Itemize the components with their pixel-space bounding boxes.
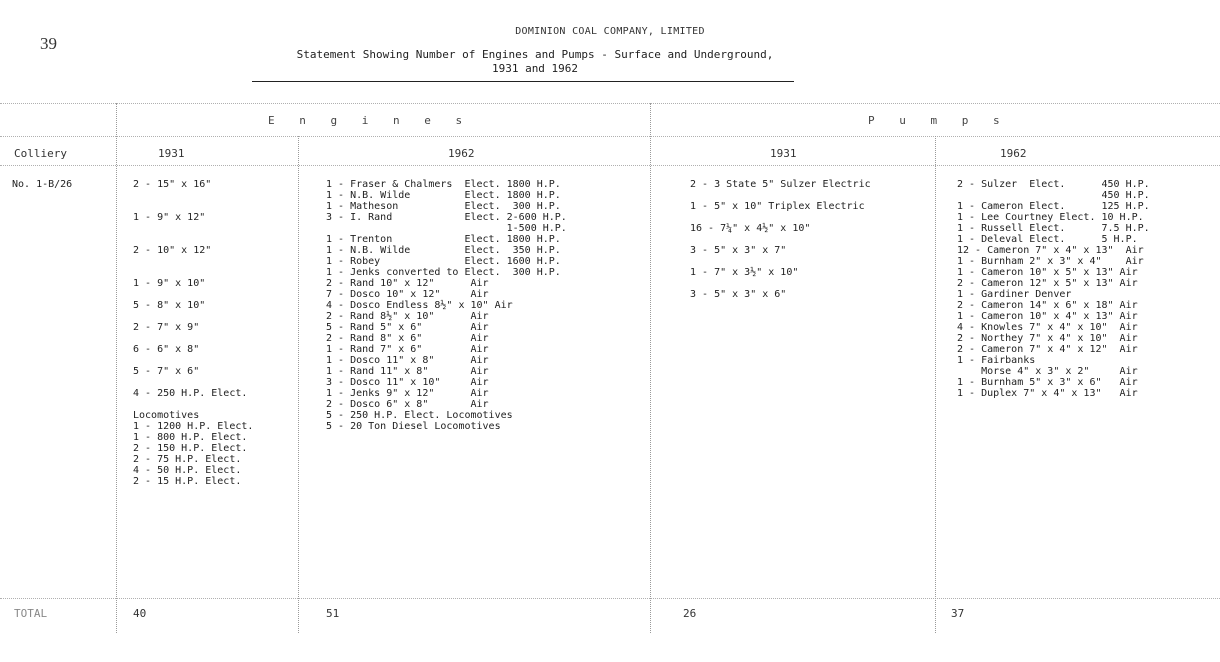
list-item: 1 - Burnham 5" x 3" x 6" Air (957, 377, 1138, 388)
engines-1931-list (133, 179, 253, 487)
list-item: 1 - Fraser & Chalmers Elect. 1800 H.P. (326, 179, 561, 190)
list-item: 4 - 50 H.P. Elect. (133, 465, 242, 476)
engines-1962-header: 1962 (448, 147, 475, 160)
list-item: 12 - Cameron 7" x 4" x 13" Air (957, 245, 1144, 256)
list-item: 1-500 H.P. (326, 223, 567, 234)
pumps-group-header: P u m p s (868, 114, 1009, 127)
list-item: 1 - 5" x 10" Triplex Electric (690, 201, 865, 212)
list-item (690, 234, 871, 245)
list-item: 2 - Dosco 6" x 8" Air (326, 399, 489, 410)
list-item: 1 - Jenks 9" x 12" Air (326, 388, 489, 399)
list-item: 3 - 5" x 3" x 6" (690, 289, 787, 300)
list-item: 1 - 1200 H.P. Elect. (133, 421, 254, 432)
list-item: 1 - Lee Courtney Elect. 10 H.P. (957, 212, 1144, 223)
list-item (133, 223, 253, 234)
totals-label: TOTAL (14, 607, 48, 620)
colliery-header: Colliery (14, 147, 67, 160)
pumps-1962-list (957, 179, 1150, 399)
list-item: 1 - Jenks converted to Elect. 300 H.P. (326, 267, 561, 278)
list-item: Locomotives (133, 410, 200, 421)
list-item: 1 - N.B. Wilde Elect. 350 H.P. (326, 245, 561, 256)
col-divider-eng-years (298, 136, 299, 633)
list-item: 1 - Deleval Elect. 5 H.P. (957, 234, 1138, 245)
list-item: 1 - Cameron 10" x 5" x 13" Air (957, 267, 1138, 278)
company-name: DOMINION COAL COMPANY, LIMITED (515, 26, 705, 37)
list-item (690, 212, 871, 223)
list-item: 5 - 8" x 10" (133, 300, 206, 311)
list-item: 2 - 7" x 9" (133, 322, 200, 333)
list-item: 1 - 800 H.P. Elect. (133, 432, 248, 443)
list-item: 1 - Duplex 7" x 4" x 13" Air (957, 388, 1138, 399)
list-item: 2 - 15" x 16" (133, 179, 212, 190)
table-top-rule (0, 103, 1220, 104)
list-item (133, 333, 253, 344)
list-item: 2 - Cameron 7" x 4" x 12" Air (957, 344, 1138, 355)
list-item: 2 - 15 H.P. Elect. (133, 476, 242, 487)
list-item: 5 - Rand 5" x 6" Air (326, 322, 489, 333)
group-header-rule (0, 136, 1220, 137)
list-item: 1 - 7" x 3½" x 10" (690, 267, 799, 278)
list-item: 1 - Rand 11" x 8" Air (326, 366, 489, 377)
document-years: 1931 and 1962 (491, 62, 579, 75)
list-item: 16 - 7¼" x 4½" x 10" (690, 223, 811, 234)
list-item (690, 190, 871, 201)
list-item: 2 - 75 H.P. Elect. (133, 454, 242, 465)
list-item (690, 278, 871, 289)
list-item (133, 201, 253, 212)
list-item: 450 H.P. (957, 190, 1150, 201)
list-item: 2 - 3 State 5" Sulzer Electric (690, 179, 871, 190)
list-item (133, 289, 253, 300)
list-item: 2 - Northey 7" x 4" x 10" Air (957, 333, 1138, 344)
list-item: 2 - Rand 10" x 12" Air (326, 278, 489, 289)
list-item: 1 - Cameron 10" x 4" x 13" Air (957, 311, 1138, 322)
list-item: 6 - 6" x 8" (133, 344, 200, 355)
pumps-1931-list (690, 179, 871, 300)
list-item (133, 267, 253, 278)
title-underline (252, 81, 794, 82)
list-item: 2 - Rand 8" x 6" Air (326, 333, 489, 344)
list-item: 7 - Dosco 10" x 12" Air (326, 289, 489, 300)
engines-group-header: E n g i n e s (268, 114, 472, 127)
list-item: 2 - Rand 8½" x 10" Air (326, 311, 489, 322)
list-item: 4 - 250 H.P. Elect. (133, 388, 248, 399)
list-item: 4 - Dosco Endless 8½" x 10" Air (326, 300, 513, 311)
list-item (133, 234, 253, 245)
list-item: 3 - I. Rand Elect. 2-600 H.P. (326, 212, 567, 223)
colliery-name: No. 1-B/26 (12, 179, 73, 190)
pumps-1931-header: 1931 (770, 147, 797, 160)
list-item: 5 - 20 Ton Diesel Locomotives (326, 421, 501, 432)
list-item (133, 399, 253, 410)
total-pumps-1931: 26 (683, 607, 697, 620)
page-number: 39 (40, 34, 57, 53)
column-header-rule (0, 165, 1220, 166)
total-engines-1962: 51 (326, 607, 340, 620)
list-item: 2 - Cameron 14" x 6" x 18" Air (957, 300, 1138, 311)
list-item: 5 - 7" x 6" (133, 366, 200, 377)
list-item: 4 - Knowles 7" x 4" x 10" Air (957, 322, 1138, 333)
list-item: 1 - Dosco 11" x 8" Air (326, 355, 489, 366)
list-item: Morse 4" x 3" x 2" Air (957, 366, 1138, 377)
list-item: 2 - Sulzer Elect. 450 H.P. (957, 179, 1150, 190)
list-item (133, 190, 253, 201)
list-item: 3 - 5" x 3" x 7" (690, 245, 787, 256)
totals-rule (0, 598, 1220, 599)
list-item (133, 355, 253, 366)
list-item: 1 - Rand 7" x 6" Air (326, 344, 489, 355)
engines-1931-header: 1931 (158, 147, 185, 160)
list-item: 1 - Trenton Elect. 1800 H.P. (326, 234, 561, 245)
document-title: Statement Showing Number of Engines and Pumps - Surface and Underground, (296, 48, 774, 61)
list-item: 1 - Robey Elect. 1600 H.P. (326, 256, 561, 267)
list-item (133, 311, 253, 322)
list-item: 1 - Russell Elect. 7.5 H.P. (957, 223, 1150, 234)
total-pumps-1962: 37 (951, 607, 965, 620)
total-engines-1931: 40 (133, 607, 147, 620)
list-item: 3 - Dosco 11" x 10" Air (326, 377, 489, 388)
list-item (690, 256, 871, 267)
list-item: 1 - N.B. Wilde Elect. 1800 H.P. (326, 190, 561, 201)
list-item: 5 - 250 H.P. Elect. Locomotives (326, 410, 513, 421)
list-item: 1 - Gardiner Denver (957, 289, 1072, 300)
list-item: 1 - Burnham 2" x 3" x 4" Air (957, 256, 1144, 267)
list-item (133, 377, 253, 388)
pumps-1962-header: 1962 (1000, 147, 1027, 160)
list-item: 1 - Cameron Elect. 125 H.P. (957, 201, 1150, 212)
list-item: 1 - Fairbanks (957, 355, 1036, 366)
list-item: 2 - 10" x 12" (133, 245, 212, 256)
list-item: 1 - 9" x 10" (133, 278, 206, 289)
list-item: 2 - 150 H.P. Elect. (133, 443, 248, 454)
engines-1962-list (326, 179, 567, 432)
list-item: 2 - Cameron 12" x 5" x 13" Air (957, 278, 1138, 289)
list-item: 1 - 9" x 12" (133, 212, 206, 223)
col-divider-engines-pumps (650, 103, 651, 633)
col-divider-colliery (116, 103, 117, 633)
col-divider-pump-years (935, 136, 936, 633)
list-item (133, 256, 253, 267)
list-item: 1 - Matheson Elect. 300 H.P. (326, 201, 561, 212)
